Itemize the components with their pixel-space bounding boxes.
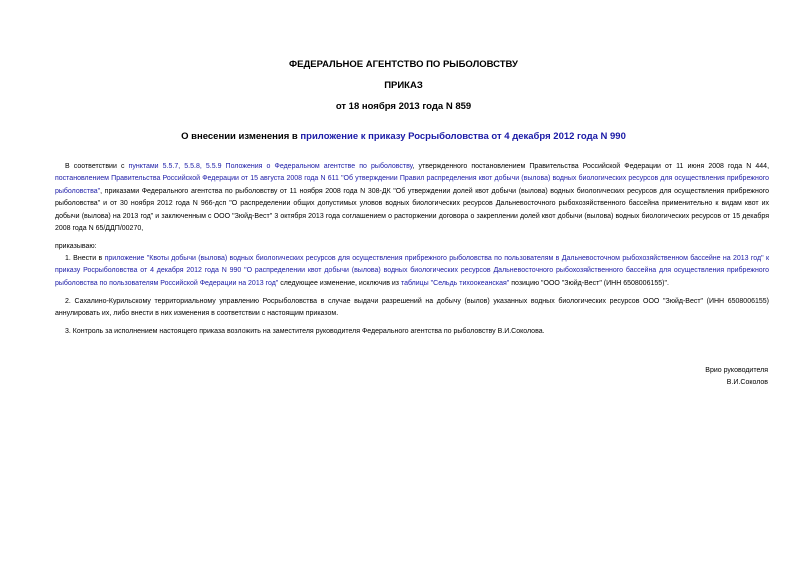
subject-prefix: О внесении изменения в <box>181 131 301 142</box>
item1-link-3[interactable]: таблицы "Сельдь тихоокеанская" <box>400 279 510 287</box>
order-item-2: 2. Сахалино-Курильскому территориальному управлению Росрыболовства в случае выдачи разрешений на добычу (вылов) указанных водных биологических ресурсов ООО "Зюйд-Вест" (ИНН 6508006155) аннулировать их, либо внести в них изменения в соответствии с настоящим приказом. <box>55 298 769 318</box>
agency-heading: ФЕДЕРАЛЬНОЕ АГЕНТСТВО ПО РЫБОЛОВСТВУ <box>289 59 518 70</box>
preamble-link-1[interactable]: пунктами 5.5.7, 5.5.8, 5.5.9 Положения о Федеральном агентстве по рыболовству <box>128 163 413 170</box>
item1-text-4: позицию "ООО "Зюйд-Вест" (ИНН 6508006155)". <box>509 279 669 287</box>
item1-text-3: следующее изменение, исключив из <box>278 279 401 287</box>
preamble-paragraph <box>55 161 769 235</box>
signature-name: В.И.Соколов <box>726 379 768 386</box>
preamble-text-1: В соответствии с <box>65 163 129 170</box>
preamble-text-3: , приказами Федерального агентства по рыболовству от 11 ноября 2008 года N 308-ДК "Об утверждении долей квот добычи (вылова) водных биологических ресурсов для осуществления прибрежного рыболовства" и от 30 ноября 2012 года N 966-дсп "О распределении общих допустимых уловов водных биологических ресурсов Дальневосточного рыбохозяйственного бассейна применительно к видам квот их добычи (вылова) на 2013 год" и заключенным с ООО "Зюйд-Вест" 3 октября 2013 года соглашением о расторжении договора о закреплении долей квот добычи (вылова) водных биологических ресурсов от 15 декабря 2008 года N 65/ДДП/00270, <box>55 187 769 233</box>
item1-text-1: 1. Внести в <box>65 255 105 262</box>
order-item-1 <box>55 253 769 290</box>
signature-title: Врио руководителя <box>705 367 768 374</box>
item1-link-2[interactable]: к приказу Росрыболовства от 4 декабря 2012 года N 990 "О распределении квот добычи (вылова) водных биологических ресурсов Дальневосточного рыбохозяйственного бассейна для осуществления прибрежного рыболовства по пользователям Российской Федерации на 2013 год" <box>55 255 769 287</box>
order-word: приказываю: <box>55 243 97 250</box>
document-subject <box>0 131 807 142</box>
subject-link[interactable]: приложение к приказу Росрыболовства от 4 декабря 2012 года N 990 <box>300 131 626 142</box>
preamble-text-2: , утвержденного постановлением Правительства Российской Федерации от 11 июня 2008 года N 444, <box>412 163 770 170</box>
preamble-link-2[interactable]: постановлением Правительства Российской Федерации от 15 августа 2008 года N 611 "Об утверждении Правил распределения квот добычи (вылова) водных биологических ресурсов для осуществления прибрежного рыболовства" <box>55 175 769 195</box>
order-item-3: 3. Контроль за исполнением настоящего приказа возложить на заместителя руководителя Федерального агентства по рыболовству В.И.Соколова. <box>65 328 545 335</box>
doc-type-heading: ПРИКАЗ <box>384 80 423 91</box>
item1-link-1[interactable]: приложение "Квоты добычи (вылова) водных биологических ресурсов для осуществления прибрежного рыболовства по пользователям в Дальневосточном рыбохозяйственном бассейне на 2013 год" <box>104 255 764 262</box>
date-number-heading: от 18 ноября 2013 года N 859 <box>335 101 472 112</box>
